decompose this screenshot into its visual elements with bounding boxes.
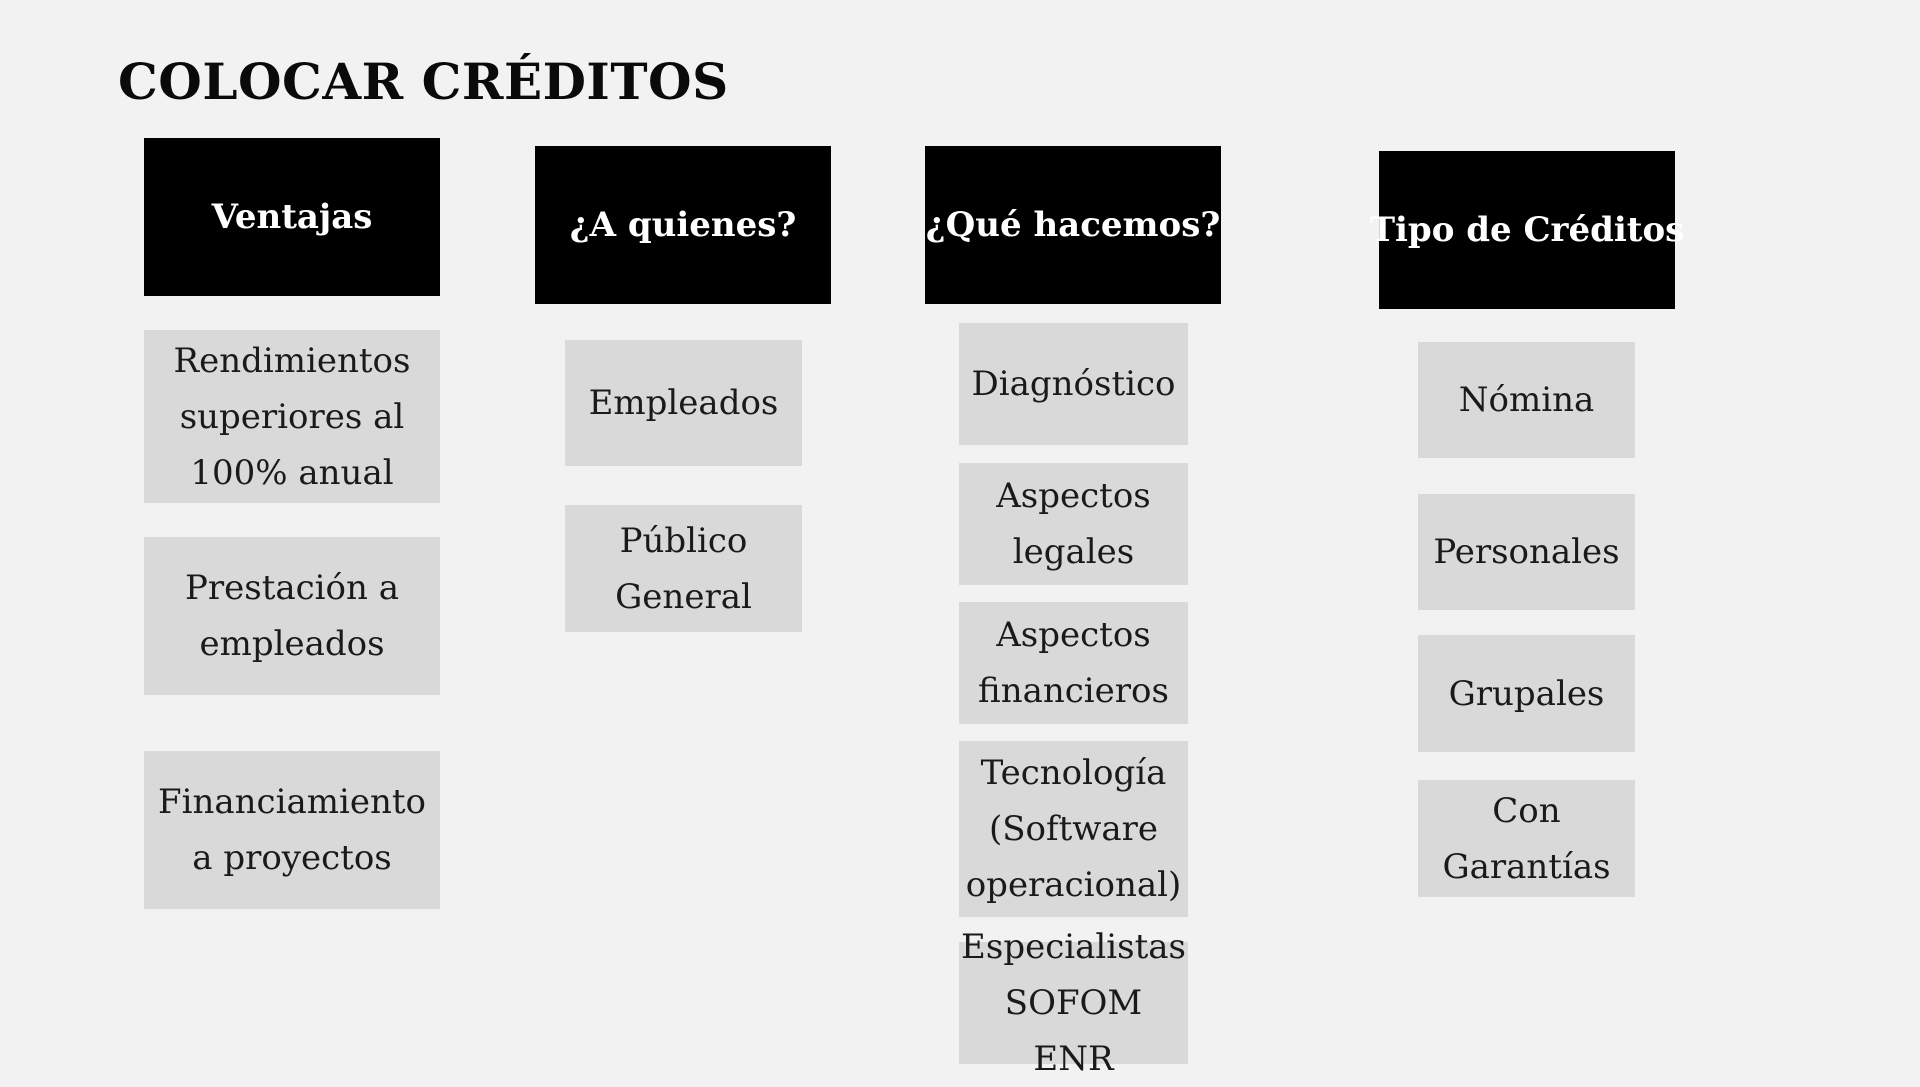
box-con-garantias: Con Garantías	[1418, 780, 1635, 897]
header-ventajas: Ventajas	[144, 138, 440, 296]
box-aspectos-legales: Aspectos legales	[959, 463, 1188, 585]
box-publico-general: Público General	[565, 505, 802, 632]
box-rendimientos: Rendimientos superiores al 100% anual	[144, 330, 440, 503]
box-grupales: Grupales	[1418, 635, 1635, 752]
box-tecnologia: Tecnología (Software operacional)	[959, 741, 1188, 917]
box-aspectos-financieros: Aspectos financieros	[959, 602, 1188, 724]
box-prestacion: Prestación a empleados	[144, 537, 440, 695]
header-tipo-de-creditos: Tipo de Créditos	[1379, 151, 1675, 309]
header-que-hacemos: ¿Qué hacemos?	[925, 146, 1221, 304]
box-especialistas: Especialistas SOFOM ENR	[959, 942, 1188, 1064]
box-empleados: Empleados	[565, 340, 802, 466]
box-personales: Personales	[1418, 494, 1635, 610]
header-a-quienes: ¿A quienes?	[535, 146, 831, 304]
box-nomina: Nómina	[1418, 342, 1635, 458]
page-title: COLOCAR CRÉDITOS	[118, 52, 729, 111]
box-diagnostico: Diagnóstico	[959, 323, 1188, 445]
box-financiamiento: Financiamiento a proyectos	[144, 751, 440, 909]
